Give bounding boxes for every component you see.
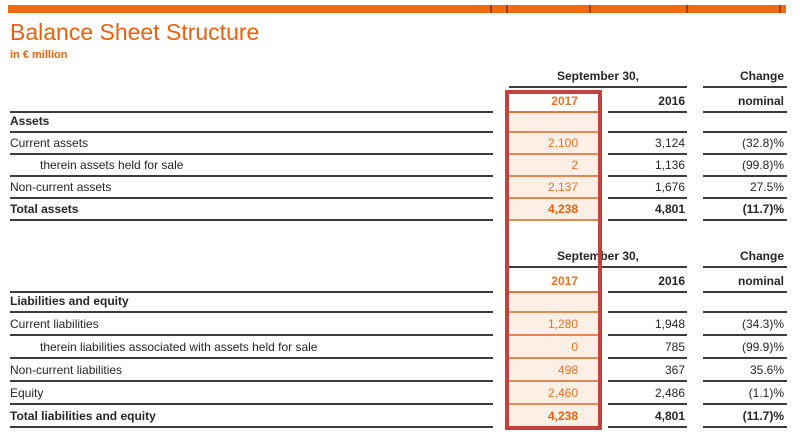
column-gap — [687, 88, 703, 113]
cell-label: therein liabilities associated with assets held for sale — [10, 336, 493, 359]
date-header: September 30, — [509, 250, 687, 268]
cell-2016: 367 — [608, 359, 687, 382]
column-gap — [687, 268, 703, 293]
column-gap — [687, 133, 703, 155]
column-gap — [687, 359, 703, 382]
header-spacer — [10, 268, 493, 293]
cell-2016: 3,124 — [608, 133, 687, 155]
cell-label: Total liabilities and equity — [10, 405, 493, 428]
year-2017-header: 2017 — [509, 268, 598, 293]
cell-2016 — [608, 293, 687, 313]
column-gap — [493, 359, 509, 382]
column-gap — [687, 250, 703, 268]
cell-change: (99.8)% — [703, 155, 787, 177]
cell-change: (34.3)% — [703, 313, 787, 336]
section-label: Liabilities and equity — [10, 293, 493, 313]
row-non-current-assets — [10, 177, 787, 199]
cell-label: Current liabilities — [10, 313, 493, 336]
row-current-liabilities — [10, 313, 787, 336]
cell-2017: 1,280 — [509, 313, 598, 336]
column-gap — [687, 405, 703, 428]
row-total-liabilities — [10, 405, 787, 428]
row-total-assets — [10, 199, 787, 221]
top-accent-bar — [8, 5, 786, 13]
change-header: Change — [703, 250, 787, 268]
cell-2016: 2,486 — [608, 382, 687, 405]
cell-2016: 785 — [608, 336, 687, 359]
cell-change — [703, 293, 787, 313]
cell-label: therein assets held for sale — [10, 155, 493, 177]
row-liabilities-section — [10, 293, 787, 313]
year-2017-header: 2017 — [509, 88, 598, 113]
row-assets-section — [10, 113, 787, 133]
column-gap — [493, 133, 509, 155]
year-2016-header: 2016 — [608, 88, 687, 113]
header-spacer — [10, 88, 493, 113]
cell-2016: 4,801 — [608, 405, 687, 428]
row-non-current-liabilities — [10, 359, 787, 382]
column-gap — [687, 113, 703, 133]
cell-2016: 4,801 — [608, 199, 687, 221]
cell-change: 35.6% — [703, 359, 787, 382]
column-gap — [493, 70, 509, 88]
column-gap — [493, 336, 509, 359]
column-gap — [598, 382, 608, 405]
year-header-row — [10, 88, 787, 113]
year-2016-header: 2016 — [608, 268, 687, 293]
cell-label: Total assets — [10, 199, 493, 221]
bar-notch — [589, 5, 591, 13]
column-gap — [598, 177, 608, 199]
cell-2017: 498 — [509, 359, 598, 382]
bar-notch — [686, 5, 688, 13]
cell-change: (99.9)% — [703, 336, 787, 359]
cell-2017: 4,238 — [509, 405, 598, 428]
cell-change: (1.1)% — [703, 382, 787, 405]
column-gap — [598, 268, 608, 293]
column-gap — [687, 382, 703, 405]
column-gap — [598, 88, 608, 113]
column-gap — [493, 293, 509, 313]
column-gap — [598, 113, 608, 133]
cell-label: Non-current liabilities — [10, 359, 493, 382]
column-gap — [687, 177, 703, 199]
cell-2016: 1,676 — [608, 177, 687, 199]
column-gap — [687, 336, 703, 359]
column-gap — [598, 293, 608, 313]
row-equity — [10, 382, 787, 405]
cell-change — [703, 113, 787, 133]
liabilities-table — [10, 250, 787, 428]
cell-2017: 2,137 — [509, 177, 598, 199]
column-gap — [493, 155, 509, 177]
column-gap — [493, 113, 509, 133]
page-title: Balance Sheet Structure — [10, 19, 260, 45]
nominal-header: nominal — [703, 268, 787, 293]
cell-2017 — [509, 293, 598, 313]
table-header-row — [10, 70, 787, 88]
column-gap — [493, 405, 509, 428]
cell-change: (32.8)% — [703, 133, 787, 155]
header-spacer — [10, 70, 493, 88]
bar-notch — [779, 5, 781, 13]
year-header-row — [10, 268, 787, 293]
column-gap — [493, 382, 509, 405]
column-gap — [493, 268, 509, 293]
column-gap — [687, 199, 703, 221]
column-gap — [687, 313, 703, 336]
cell-2017: 2 — [509, 155, 598, 177]
assets-table — [10, 70, 787, 221]
cell-2017: 2,460 — [509, 382, 598, 405]
row-therein-liabilities — [10, 336, 787, 359]
bar-notch — [490, 5, 492, 13]
column-gap — [687, 293, 703, 313]
cell-change: 27.5% — [703, 177, 787, 199]
cell-2016 — [608, 113, 687, 133]
change-header: Change — [703, 70, 787, 88]
column-gap — [493, 199, 509, 221]
cell-2017: 4,238 — [509, 199, 598, 221]
column-gap — [687, 70, 703, 88]
unit-label: in € million — [10, 49, 68, 61]
column-gap — [598, 133, 608, 155]
nominal-header: nominal — [703, 88, 787, 113]
column-gap — [687, 155, 703, 177]
bar-notch — [506, 5, 508, 13]
column-gap — [598, 359, 608, 382]
row-therein-assets — [10, 155, 787, 177]
column-gap — [493, 88, 509, 113]
row-current-assets — [10, 133, 787, 155]
column-gap — [598, 313, 608, 336]
column-gap — [493, 177, 509, 199]
date-header: September 30, — [509, 70, 687, 88]
header-spacer — [10, 250, 493, 268]
cell-label: Equity — [10, 382, 493, 405]
column-gap — [493, 250, 509, 268]
cell-label: Non-current assets — [10, 177, 493, 199]
cell-2017: 2,100 — [509, 133, 598, 155]
cell-change: (11.7)% — [703, 199, 787, 221]
cell-change: (11.7)% — [703, 405, 787, 428]
section-label: Assets — [10, 113, 493, 133]
cell-2017: 0 — [509, 336, 598, 359]
cell-2017 — [509, 113, 598, 133]
column-gap — [598, 199, 608, 221]
column-gap — [493, 313, 509, 336]
table-header-row — [10, 250, 787, 268]
column-gap — [598, 155, 608, 177]
column-gap — [598, 405, 608, 428]
cell-2016: 1,948 — [608, 313, 687, 336]
column-gap — [598, 336, 608, 359]
cell-label: Current assets — [10, 133, 493, 155]
cell-2016: 1,136 — [608, 155, 687, 177]
